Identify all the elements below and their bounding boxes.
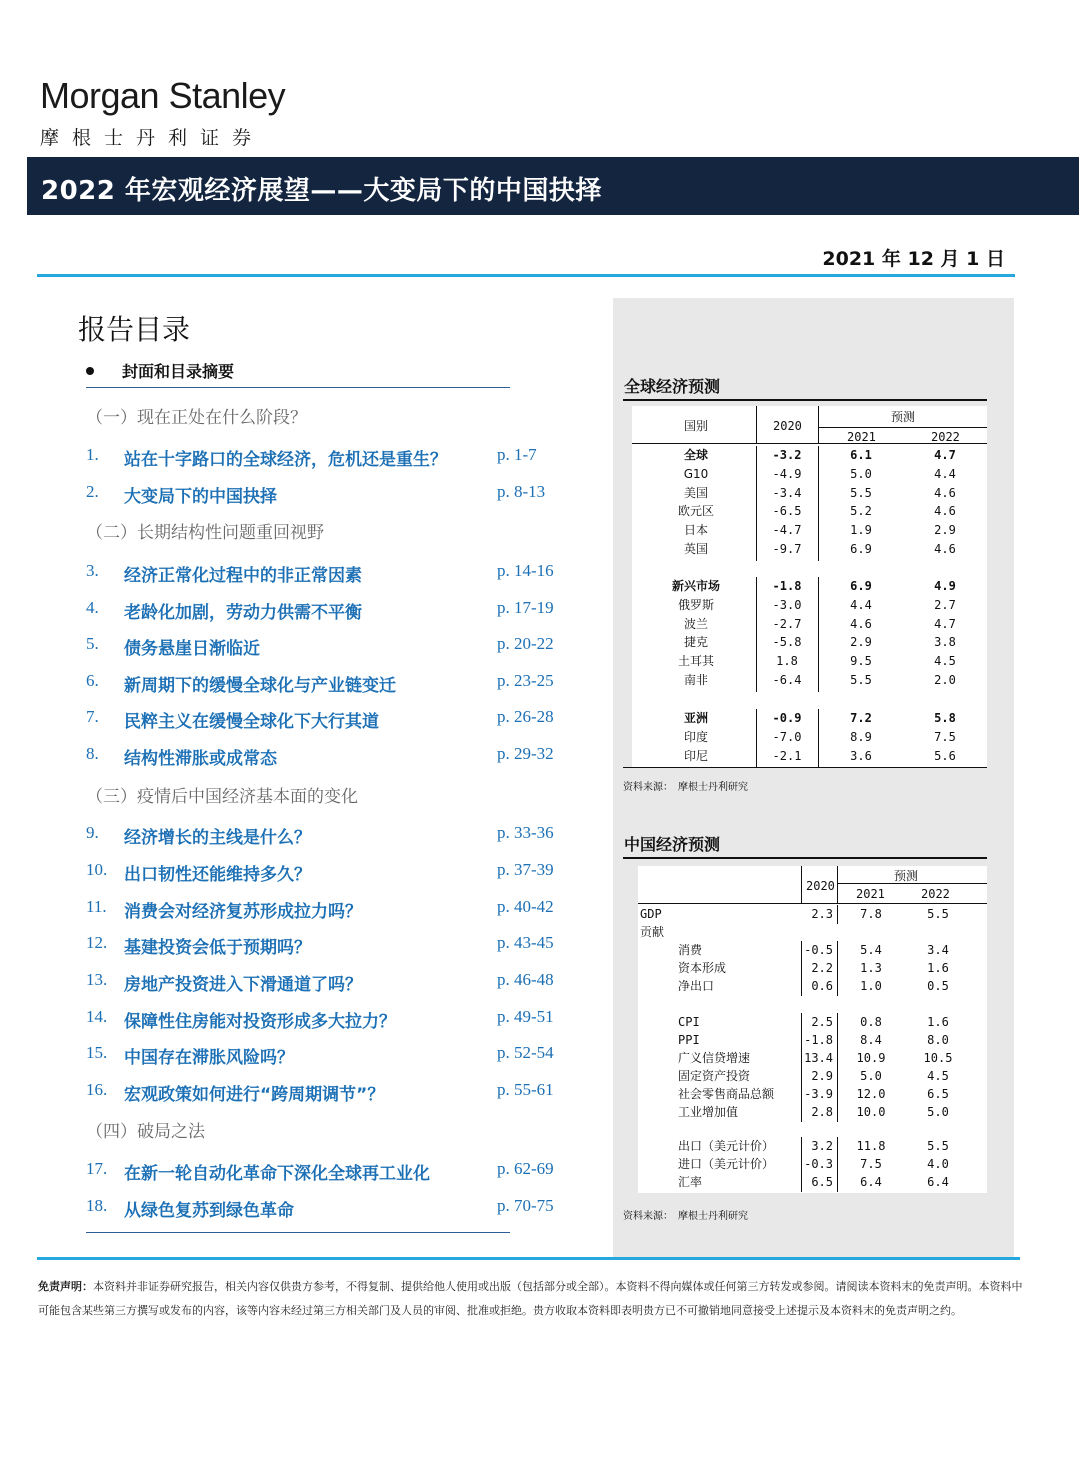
global-header-vline (756, 406, 757, 443)
china-value-2022: 6.4 (927, 1175, 949, 1189)
toc-item-number: 1. (86, 445, 99, 464)
global-value-2021: 7.2 (850, 711, 872, 725)
china-value-2020: 6.5 (811, 1175, 833, 1189)
china-body-vline (837, 1137, 838, 1192)
toc-item[interactable] (86, 445, 566, 470)
global-value-2021: 6.1 (850, 448, 872, 462)
global-value-2021: 5.5 (850, 673, 872, 687)
toc-item[interactable] (86, 1196, 566, 1221)
china-value-2022: 3.4 (927, 943, 949, 957)
toc-item-pages: p. 37-39 (497, 860, 554, 879)
toc-item-pages: p. 55-61 (497, 1080, 554, 1099)
global-value-2022: 5.6 (934, 749, 956, 763)
toc-item-pages: p. 26-28 (497, 707, 554, 726)
toc-item[interactable] (86, 634, 566, 659)
global-value-2020: -0.9 (772, 711, 802, 725)
china-value-2021: 1.3 (860, 961, 882, 975)
report-date: 2021 年 12 月 1 日 (822, 248, 1005, 270)
china-value-2022: 1.6 (927, 961, 949, 975)
toc-item-pages: p. 43-45 (497, 933, 554, 952)
disclaimer-label: 免责声明： (38, 1280, 93, 1293)
toc-item[interactable] (86, 1080, 566, 1105)
toc-item-title: 在新一轮自动化革命下深化全球再工业化 (124, 1164, 430, 1184)
china-row-name: 贡献 (640, 925, 665, 939)
toc-bottom-rule (86, 1232, 510, 1233)
global-row-name: 俄罗斯 (677, 598, 714, 612)
china-header-2022: 2022 (921, 887, 950, 901)
global-value-2020: -5.8 (772, 635, 802, 649)
global-row-name: 印尼 (683, 749, 708, 763)
toc-item[interactable] (86, 823, 566, 848)
china-header-vline (801, 866, 802, 903)
toc-item-number: 12. (86, 933, 108, 952)
global-value-2021: 9.5 (850, 654, 872, 668)
global-header-2021: 2021 (847, 430, 876, 444)
top-divider (37, 274, 1015, 277)
global-table-title: 全球经济预测 (624, 377, 721, 396)
toc-item-title: 中国存在滞胀风险吗？ (124, 1048, 294, 1068)
toc-item-pages: p. 20-22 (497, 634, 554, 653)
china-row-name: 消费 (678, 943, 703, 957)
global-value-2021: 2.9 (850, 635, 872, 649)
global-value-2020: -4.7 (772, 523, 802, 537)
toc-item-title: 老龄化加剧，劳动力供需不平衡 (124, 603, 362, 623)
toc-item-number: 16. (86, 1080, 108, 1099)
global-value-2021: 6.9 (850, 542, 872, 556)
global-body-vline (818, 709, 819, 767)
china-row-name: GDP (640, 907, 662, 921)
toc-top-rule (86, 387, 510, 388)
global-value-2020: -3.2 (772, 448, 802, 462)
china-value-2022: 4.5 (927, 1069, 949, 1083)
toc-item[interactable] (86, 707, 566, 732)
global-value-2022: 7.5 (934, 730, 956, 744)
global-value-2022: 2.9 (934, 523, 956, 537)
global-value-2022: 2.0 (934, 673, 956, 687)
china-value-2021: 5.4 (860, 943, 882, 957)
toc-item-title: 基建投资会低于预期吗？ (124, 938, 311, 958)
global-body-vline (818, 446, 819, 561)
china-value-2020: 2.8 (811, 1105, 833, 1119)
global-value-2022: 4.6 (934, 504, 956, 518)
china-row-name: 广义信贷增速 (678, 1051, 751, 1065)
china-row-name: 汇率 (678, 1175, 703, 1189)
global-row-name: 亚洲 (683, 711, 708, 725)
china-body-vline (837, 1013, 838, 1122)
report-title: 2022 年宏观经济展望——大变局下的中国抉择 (41, 176, 602, 206)
toc-item-pages: p. 49-51 (497, 1007, 554, 1026)
bullet-icon (86, 367, 94, 375)
title-band (27, 157, 1079, 215)
global-header-forecast: 预测 (891, 410, 916, 424)
china-value-2020: -1.8 (804, 1033, 833, 1047)
global-row-name: 日本 (683, 523, 708, 537)
toc-item[interactable] (86, 860, 566, 885)
global-table-bottom-rule (623, 767, 987, 768)
disclaimer-text: 本资料并非证券研究报告，相关内容仅供贵方参考，不得复制、提供给他人使用或出版（包括部分或全部）。本资料不得向媒体或任何第三方转发或参阅。请阅读本资料末的免责声明。本资料中可能包含某些第三方撰写或发布的内容，该等内容未经过第三方相关部门及人员的审阅、批准或拒绝。贵方收取本资料即表明贵方已不可撤销地同意接受上述提示及本资料末的免责声明之约。 (38, 1280, 1023, 1317)
china-header-2021: 2021 (856, 887, 885, 901)
china-value-2021: 12.0 (856, 1087, 886, 1101)
china-value-2020: 3.2 (811, 1139, 833, 1153)
global-header-country: 国别 (684, 419, 709, 433)
china-row-name: 工业增加值 (678, 1105, 739, 1119)
toc-item-number: 10. (86, 860, 108, 879)
toc-item-title: 保障性住房能对投资形成多大拉力？ (124, 1012, 396, 1032)
toc-item[interactable] (86, 1043, 566, 1068)
global-header-2022: 2022 (931, 430, 960, 444)
china-value-2020: -0.3 (804, 1157, 833, 1171)
toc-item-title: 消费会对经济复苏形成拉力吗？ (124, 902, 362, 922)
china-value-2022: 6.5 (927, 1087, 949, 1101)
china-table-title: 中国经济预测 (624, 835, 721, 854)
china-value-2021: 7.5 (860, 1157, 882, 1171)
toc-item-title: 结构性滞胀或成常态 (124, 749, 277, 769)
toc-item-number: 8. (86, 744, 99, 763)
toc-item-number: 17. (86, 1159, 108, 1178)
toc-item-title: 站在十字路口的全球经济，危机还是重生？ (124, 450, 447, 470)
china-header-bottom-rule (638, 903, 987, 904)
toc-item[interactable] (86, 1159, 566, 1184)
global-value-2022: 4.9 (934, 579, 956, 593)
global-forecast-underline (818, 427, 987, 428)
global-value-2020: -3.4 (772, 486, 802, 500)
logo-english: Morgan Stanley (40, 75, 286, 116)
toc-item-pages: p. 33-36 (497, 823, 554, 842)
toc-item-number: 18. (86, 1196, 108, 1215)
global-value-2020: -6.4 (772, 673, 802, 687)
china-body-vline (837, 941, 838, 996)
toc-item-title: 新周期下的缓慢全球化与产业链变迁 (124, 676, 396, 696)
toc-item-title: 经济增长的主线是什么？ (124, 828, 311, 848)
china-table-top-rule (623, 857, 987, 859)
toc-item[interactable] (86, 933, 566, 958)
toc-item-number: 6. (86, 671, 99, 690)
china-value-2022: 5.5 (927, 1139, 949, 1153)
global-value-2021: 5.2 (850, 504, 872, 518)
china-value-2022: 10.5 (923, 1051, 953, 1065)
china-value-2021: 11.8 (856, 1139, 886, 1153)
global-forecast-table (632, 406, 987, 767)
global-row-name: 土耳其 (677, 654, 714, 668)
global-table-top-rule (623, 399, 987, 401)
global-value-2022: 4.4 (934, 467, 956, 481)
toc-item-title: 宏观政策如何进行“跨周期调节”？ (124, 1085, 385, 1105)
china-value-2021: 1.0 (860, 979, 882, 993)
toc-item-number: 14. (86, 1007, 108, 1026)
global-value-2020: -2.1 (772, 749, 802, 763)
china-body-vline (837, 905, 838, 924)
toc-item-title: 民粹主义在缓慢全球化下大行其道 (124, 712, 379, 732)
toc-item-pages: p. 14-16 (497, 561, 554, 580)
toc-item-title: 出口韧性还能维持多久？ (124, 865, 311, 885)
global-header-2020: 2020 (773, 419, 802, 433)
toc-section-heading: （一）现在正处在什么阶段？ (86, 408, 307, 428)
global-row-name: 全球 (683, 448, 708, 462)
china-value-2020: -3.9 (804, 1087, 833, 1101)
toc-item-title: 经济正常化过程中的非正常因素 (124, 566, 362, 586)
toc-item-number: 5. (86, 634, 99, 653)
global-body-vline (818, 577, 819, 692)
toc-item[interactable] (86, 744, 566, 769)
toc-item[interactable] (86, 897, 566, 922)
china-value-2021: 6.4 (860, 1175, 882, 1189)
china-row-name: 进口（美元计价） (678, 1157, 775, 1171)
toc-item[interactable] (86, 970, 566, 995)
china-value-2021: 7.8 (860, 907, 882, 921)
global-row-name: 美国 (683, 486, 708, 500)
toc-item-number: 15. (86, 1043, 108, 1062)
china-value-2022: 5.5 (927, 907, 949, 921)
disclaimer (38, 1275, 1023, 1323)
global-value-2021: 4.4 (850, 598, 872, 612)
toc-cover-label: 封面和目录摘要 (122, 362, 235, 381)
global-value-2020: -9.7 (772, 542, 802, 556)
china-table-source: 资料来源： 摩根士丹利研究 (623, 1211, 748, 1222)
global-value-2022: 4.7 (934, 448, 956, 462)
toc-item-number: 9. (86, 823, 99, 842)
global-value-2021: 5.5 (850, 486, 872, 500)
toc-item[interactable] (86, 598, 566, 623)
toc-section-heading: （二）长期结构性问题重回视野 (86, 523, 324, 543)
global-value-2020: -6.5 (772, 504, 802, 518)
toc-item-pages: p. 46-48 (497, 970, 554, 989)
toc-item-pages: p. 40-42 (497, 897, 554, 916)
toc-item-pages: p. 23-25 (497, 671, 554, 690)
china-value-2020: 2.9 (811, 1069, 833, 1083)
global-value-2022: 4.6 (934, 486, 956, 500)
china-value-2020: 2.3 (811, 907, 833, 921)
global-value-2020: -1.8 (772, 579, 802, 593)
global-value-2022: 4.6 (934, 542, 956, 556)
toc-item-pages: p. 1-7 (497, 445, 537, 464)
toc-item-pages: p. 29-32 (497, 744, 554, 763)
china-value-2020: 2.5 (811, 1015, 833, 1029)
toc-item-pages: p. 17-19 (497, 598, 554, 617)
china-value-2020: 2.2 (811, 961, 833, 975)
global-value-2020: 1.8 (776, 654, 798, 668)
china-header-forecast: 预测 (894, 869, 919, 883)
global-value-2022: 4.7 (934, 617, 956, 631)
toc-item-number: 11. (86, 897, 107, 916)
global-value-2021: 4.6 (850, 617, 872, 631)
china-header-2020: 2020 (806, 879, 835, 893)
china-value-2022: 1.6 (927, 1015, 949, 1029)
global-value-2021: 5.0 (850, 467, 872, 481)
toc-cover-item[interactable] (86, 359, 234, 382)
global-row-name: 捷克 (683, 635, 708, 649)
toc-item-pages: p. 62-69 (497, 1159, 554, 1178)
china-row-name: CPI (678, 1015, 700, 1029)
china-row-name: 资本形成 (678, 961, 727, 975)
china-row-name: PPI (678, 1033, 700, 1047)
toc-item-number: 2. (86, 482, 99, 501)
china-value-2021: 0.8 (860, 1015, 882, 1029)
global-row-name: 欧元区 (677, 504, 714, 518)
toc-item-pages: p. 70-75 (497, 1196, 554, 1215)
global-value-2022: 4.5 (934, 654, 956, 668)
global-table-source: 资料来源： 摩根士丹利研究 (623, 782, 748, 793)
china-value-2020: -0.5 (804, 943, 833, 957)
china-forecast-table (638, 866, 987, 1193)
toc-item-pages: p. 52-54 (497, 1043, 554, 1062)
logo-chinese: 摩根士丹利证券 (40, 127, 265, 149)
toc-item[interactable] (86, 671, 566, 696)
toc-item[interactable] (86, 482, 566, 507)
china-value-2022: 8.0 (927, 1033, 949, 1047)
global-value-2022: 5.8 (934, 711, 956, 725)
toc-item-number: 13. (86, 970, 108, 989)
toc-section-heading: （四）破局之法 (86, 1122, 205, 1142)
global-value-2022: 2.7 (934, 598, 956, 612)
china-value-2021: 10.9 (856, 1051, 886, 1065)
global-row-name: 新兴市场 (671, 579, 720, 593)
china-value-2020: 13.4 (804, 1051, 833, 1065)
china-value-2021: 10.0 (856, 1105, 886, 1119)
china-header-vline (837, 866, 838, 903)
global-value-2021: 6.9 (850, 579, 872, 593)
toc-item-title: 大变局下的中国抉择 (124, 487, 277, 507)
global-row-name: 英国 (683, 542, 708, 556)
global-value-2020: -2.7 (772, 617, 802, 631)
global-row-name: G10 (683, 467, 709, 481)
toc-item-number: 4. (86, 598, 99, 617)
toc-item-title: 从绿色复苏到绿色革命 (124, 1201, 294, 1221)
china-row-name: 社会零售商品总额 (678, 1087, 775, 1101)
china-row-name: 出口（美元计价） (678, 1139, 775, 1153)
global-value-2022: 3.8 (934, 635, 956, 649)
global-value-2021: 1.9 (850, 523, 872, 537)
toc-item-number: 3. (86, 561, 99, 580)
toc-item-pages: p. 8-13 (497, 482, 546, 501)
global-row-name: 印度 (683, 730, 708, 744)
china-value-2022: 4.0 (927, 1157, 949, 1171)
china-value-2022: 0.5 (927, 979, 949, 993)
china-row-name: 净出口 (678, 979, 715, 993)
global-value-2021: 3.6 (850, 749, 872, 763)
china-value-2020: 0.6 (811, 979, 833, 993)
bottom-divider (37, 1257, 1020, 1260)
global-header-vline (818, 406, 819, 443)
china-row-name: 固定资产投资 (678, 1069, 751, 1083)
global-value-2020: -7.0 (772, 730, 802, 744)
toc-section-heading: （三）疫情后中国经济基本面的变化 (86, 787, 358, 807)
toc-item-title: 房地产投资进入下滑通道了吗？ (124, 975, 362, 995)
global-value-2020: -4.9 (772, 467, 802, 481)
toc-item-title: 债务悬崖日渐临近 (124, 639, 260, 659)
china-value-2021: 5.0 (860, 1069, 882, 1083)
china-value-2021: 8.4 (860, 1033, 882, 1047)
global-row-name: 南非 (683, 673, 708, 687)
toc-heading: 报告目录 (78, 313, 191, 346)
china-value-2022: 5.0 (927, 1105, 949, 1119)
toc-item-number: 7. (86, 707, 99, 726)
toc-item[interactable] (86, 561, 566, 586)
global-value-2021: 8.9 (850, 730, 872, 744)
global-value-2020: -3.0 (772, 598, 802, 612)
toc-item[interactable] (86, 1007, 566, 1032)
global-row-name: 波兰 (683, 617, 708, 631)
